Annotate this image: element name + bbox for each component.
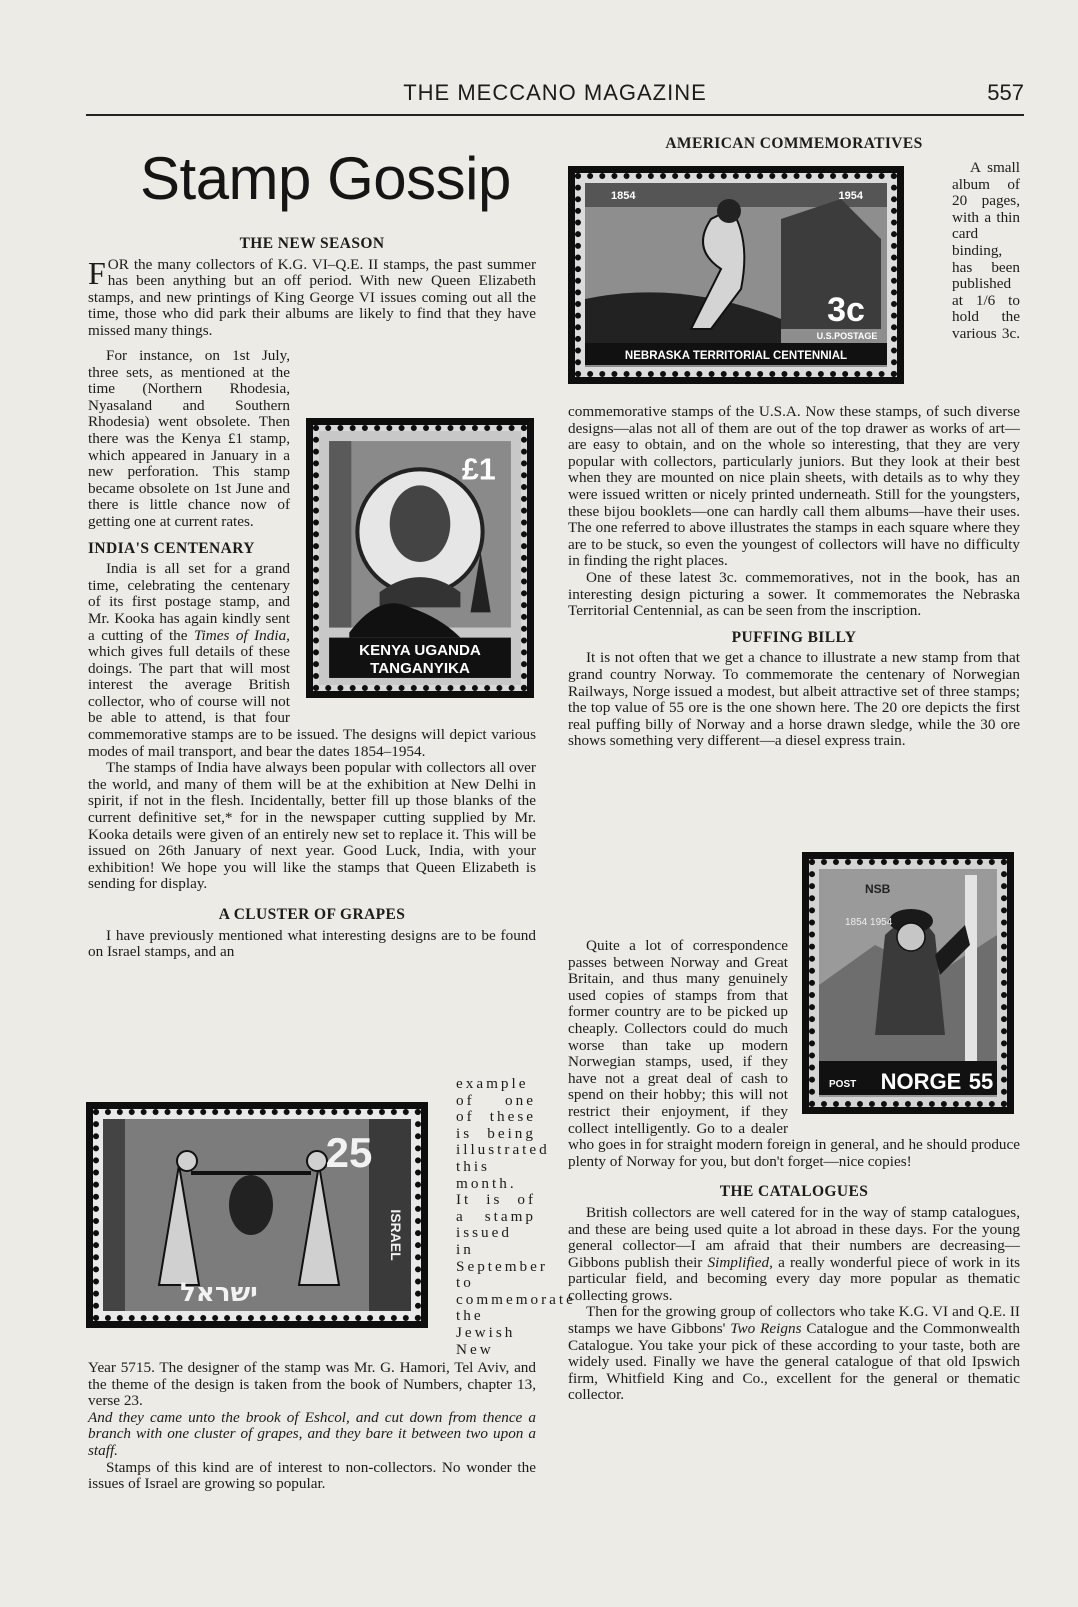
heading-puffing: PUFFING BILLY [731,628,857,646]
new-season-p2: For instance, on 1st July, three sets, as mentioned at the time (Northern Rhodesia, Nyasaland and Southern Rhodesia) went obsolete. Then there was the Kenya £1 stamp, which appeared in January in a new perforation. This stamp became obsolete on 1st June and there is little chance now of getting one at current rates. [88,347,290,530]
new-season-p1-text: OR the many collectors of K.G. VI–Q.E. II stamps, the past summer has been anything but an off period. With new Queen Elizabeth stamps, and new printings of King George VI issues coming out all the time, those who did park their albums are likely to find that they have missed many things. [88,255,536,339]
usa-corner-left: 1854 [611,190,636,202]
usa-value: 3c [827,291,865,329]
heading-catalogues: THE CATALOGUES [719,1183,869,1201]
grapes-side-text: example of one of these is being illustrated this month. It is of a stamp issued in September to commemorate the Jewish New [456,1075,576,1358]
norway-country: NORGE [880,1069,962,1094]
israel-country: ISRAEL [388,1209,404,1261]
norway-top: NSB [865,882,891,896]
india-p1-italic: Times of India, [193,626,290,644]
israel-value: 25 [325,1129,373,1176]
israel-stamp [86,1102,428,1328]
drop-cap: F [88,254,106,291]
usa-corner-right: 1954 [838,190,863,202]
india-p1-start: India is all set for a grand time, celebrating the centenary of its first postage stamp, and Mr. Kooka has again kindly sent a cutting of the [88,560,290,644]
heading-grapes: A CLUSTER OF GRAPES [218,906,406,923]
india-p1-end: which gives full details of these doings. The part that will most interest the average British collector, who of course will not be able to attend, is that four commemorative stamps are to be issued. The designs will depict various modes of mail transport, and bear the dates 1854–1954. [88,643,536,760]
usa-postage: U.S.POSTAGE [816,331,878,341]
right-column-lower [568,938,1020,1404]
left-column-bottom [88,1360,536,1493]
israel-stamp-art [99,1115,415,1315]
puffing-p2: Quite a lot of correspondence passes between Norway and Great Britain, and thus many genuinely used copies of stamps from that former country are to be picked up cheaply. Collectors could do much worse than take up modern Norwegian stamps, used, if they have not a great deal of cash to spend on their hobby; this will not restrict their enjoyment, if they collect intelligently. Go to a dealer who goes in for straight modern foreign in general, and he should produce plenty of Norway for you, but don't forget—nice copies! [568,937,1020,1170]
american-p2: One of these latest 3c. commemoratives, not in the book, has an interesting design picturing a sower. It commemorates the Nebraska Territorial Centennial, as can be seen from the inscription. [568,568,1020,620]
israel-hebrew: ישראל [180,1278,258,1308]
heading-india: INDIA'S CENTENARY [88,539,255,557]
right-column-top [568,136,1020,153]
new-season-p1 [88,254,536,340]
catalogues-p2-italic: Two Reigns [730,1320,802,1338]
kenya-value: £1 [462,453,496,487]
usa-inscription: NEBRASKA TERRITORIAL CENTENNIAL [624,350,848,362]
magazine-title: THE MECCANO MAGAZINE [403,80,707,105]
catalogues-p1-italic: Simplified, [707,1253,773,1271]
grapes-p1-rest: Year 5715. The designer of the stamp was Mr. G. Hamori, Tel Aviv, and the theme of the design is taken from the book of Numbers, chapter 13, verse 23. [88,1359,536,1410]
grapes-p2: Stamps of this kind are of interest to non-collectors. No wonder the issues of Israel are growing so popular. [88,1458,536,1493]
catalogues-p1-end: a really wonderful piece of work in its particular field, and becoming every day more popular as thematic collecting grows. [568,1253,1020,1304]
catalogues-p2-end: Catalogue and the Commonwealth Catalogue. You take your pick of these according to your taste, both are widely used. Finally we have the general catalogue of that old Ipswich firm, Whitfield King and Co., excellent for the general or thematic collector. [568,1320,1021,1404]
norway-value: 55 [968,1069,994,1094]
left-column-middle [88,348,536,961]
heading-new-season: THE NEW SEASON [239,235,385,252]
grapes-p1-top: I have previously mentioned what interesting designs are to be found on Israel stamps, and an [88,926,536,961]
right-column-body [568,160,1020,750]
page-number: 557 [987,80,1024,105]
puffing-p1: It is not often that we get a chance to illustrate a new stamp from that grand country Norway. To commemorate the centenary of Norwegian Railways, Norge issued a modest, but albeit attractive set of three stamps; the top value of 55 ore is the one shown here. The 20 ore depicts the first real puffing billy of Norway and a horse drawn sledge, while the 30 ore shows something very different—a diesel express train. [568,649,1020,750]
left-column-top [88,236,536,340]
header-rule [86,114,1024,116]
norway-post: POST [829,1079,857,1090]
kenya-line2: TANGANYIKA [370,659,470,677]
catalogues-p2 [568,1304,1020,1404]
heading-american: AMERICAN COMMEMORATIVES [665,135,923,152]
catalogues-p2-start: Then for the growing group of collectors who take K.G. VI and Q.E. II stamps we have Gibbons' [568,1303,1020,1338]
india-p2: The stamps of India have always been popular with collectors all over the world, and many of them will be at the exhibition at New Delhi in spirit, if not in the flesh. Incidentally, better fill up those blanks of the current definitive set,* for in the newspaper cutting supplied by Mr. Kooka details were given of an entirely new set to replace it. This will be issued on 26th January of next year. Good Luck, India, with your exhibition! We hope you will like the stamps that Queen Elizabeth is sending for display. [88,759,536,893]
grapes-quote-text: And they came unto the brook of Eshcol, and cut down from thence a branch with one cluster of grapes, and they bare it between two upon a staff. [88,1408,536,1459]
norway-years: 1854 1954 [845,917,893,928]
catalogues-p1 [568,1205,1020,1305]
kenya-line1: KENYA UGANDA [359,641,481,659]
grapes-quote [88,1410,536,1460]
catalogues-p1-start: British collectors are well catered for in the way of stamp catalogues, and these are being used quite a lot abroad in these days. For the young general collector—I am afraid that their numbers are decreasing—Gibbons publish their [568,1203,1020,1271]
article-headline: Stamp Gossip [140,145,511,212]
running-head [86,80,1024,110]
american-p1: A small album of 20 pages, with a thin card binding, has been published at 1/6 to hold the various 3c. commemorative stamps of the U.S.A. Now these stamps, of such diverse designs—alas not all of them are out of the top drawer as works of art—are easy to obtain, and on the whole so interesting, that they are very popular with collectors, particularly juniors. But they look at their best when they are mounted on nice plain sheets, with details as to why they were issued written or nicely printed underneath. Still for the youngsters, these bijou booklets—one can hardly call them albums—have their uses. The one referred to above illustrates the stamps in each square where they are to be stuck, so even the youngest of collectors will have no difficulty in finding the right places. [568,159,1020,570]
